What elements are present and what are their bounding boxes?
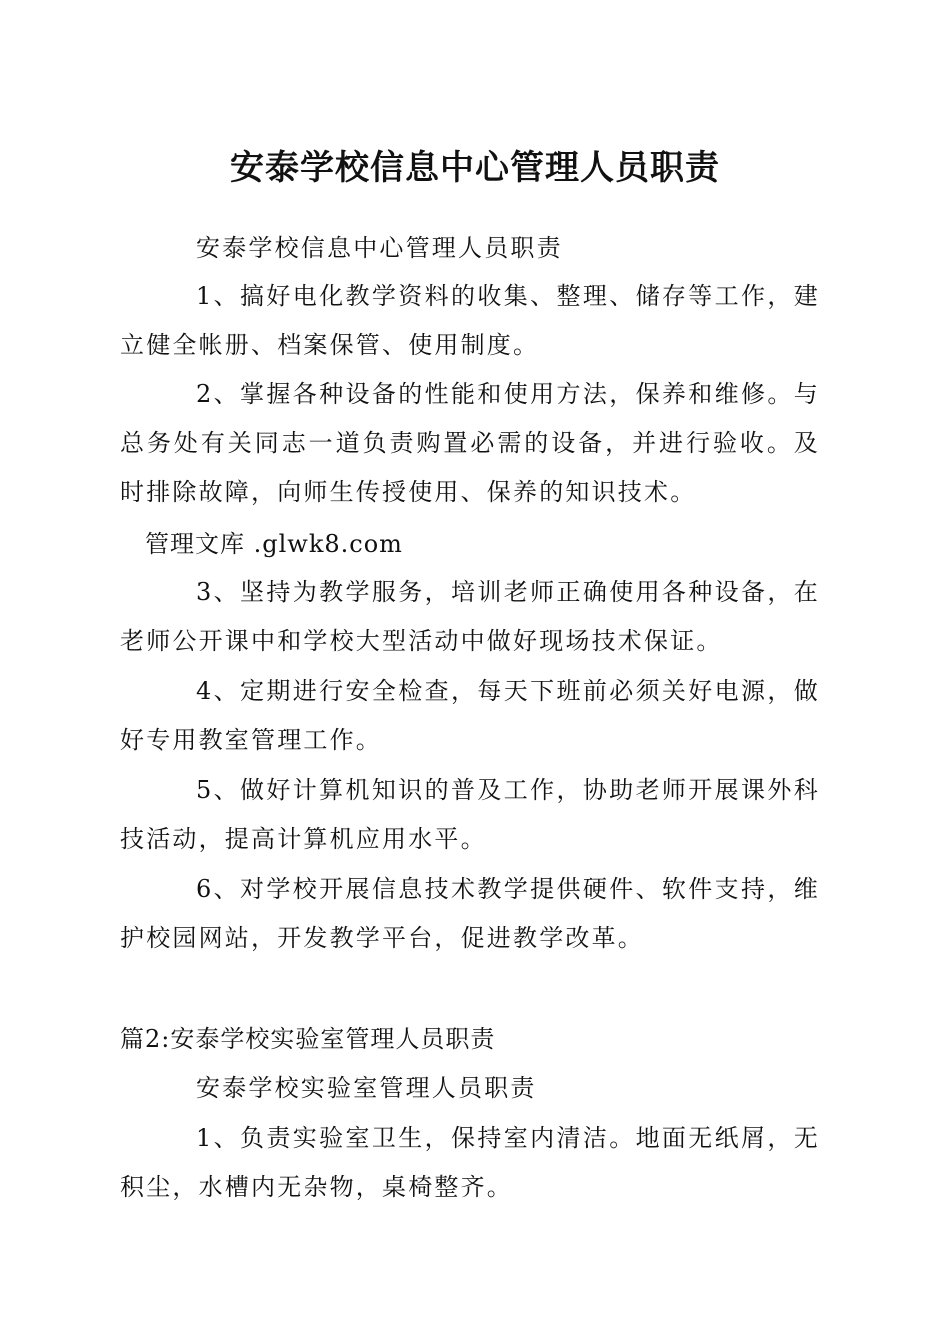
duty-item-6: 6、对学校开展信息技术教学提供硬件、软件支持，维护校园网站，开发教学平台，促进教学改革。: [120, 875, 820, 952]
document-title: 安泰学校信息中心管理人员职责: [230, 148, 720, 188]
duty-item-2: 2、掌握各种设备的性能和使用方法，保养和维修。与总务处有关同志一道负责购置必需的设备，并进行验收。及时排除故障，向师生传授使用、保养的知识技术。: [120, 380, 820, 506]
section-heading: 篇2:安泰学校实验室管理人员职责: [120, 1025, 496, 1053]
section-subtitle: 安泰学校信息中心管理人员职责: [196, 234, 563, 262]
source-link-text: 管理文库 .glwk8.com: [145, 530, 403, 558]
duty-item-1: 1、搞好电化教学资料的收集、整理、储存等工作，建立健全帐册、档案保管、使用制度。: [120, 282, 820, 359]
lab-duty-item-1: 1、负责实验室卫生，保持室内清洁。地面无纸屑，无积尘，水槽内无杂物，桌椅整齐。: [120, 1124, 820, 1201]
duty-item-5: 5、做好计算机知识的普及工作，协助老师开展课外科技活动，提高计算机应用水平。: [120, 776, 820, 853]
duty-item-4: 4、定期进行安全检查，每天下班前必须关好电源，做好专用教室管理工作。: [120, 677, 820, 754]
duty-item-3: 3、坚持为教学服务，培训老师正确使用各种设备，在老师公开课中和学校大型活动中做好现场技术保证。: [120, 578, 820, 655]
section-subtitle-2: 安泰学校实验室管理人员职责: [196, 1074, 537, 1102]
